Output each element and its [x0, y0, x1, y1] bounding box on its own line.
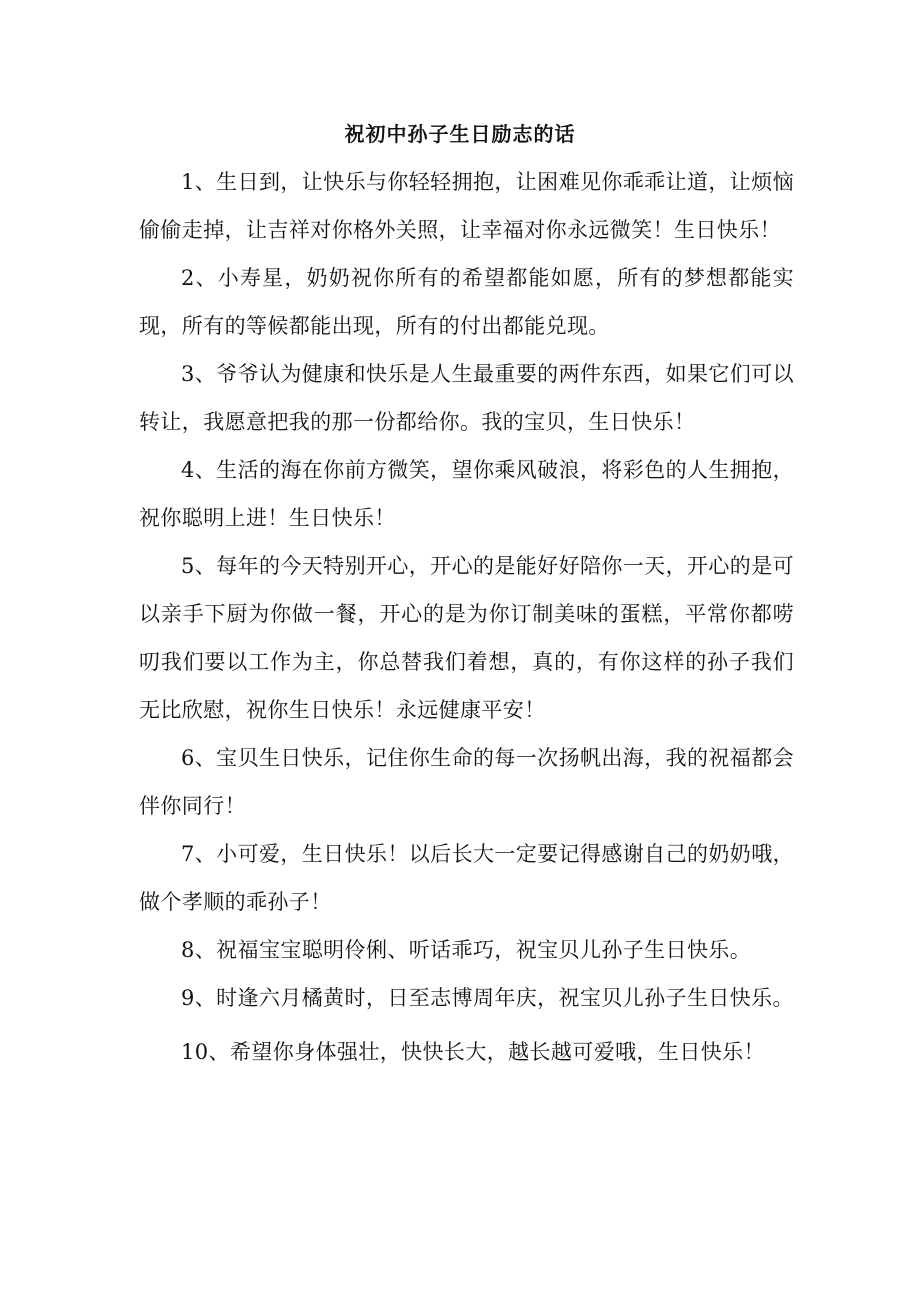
paragraph-9: 9、时逢六月橘黄时，日至志博周年庆，祝宝贝儿孙子生日快乐。 — [181, 986, 794, 1010]
paragraph-1: 1、生日到，让快乐与你轻轻拥抱，让困难见你乖乖让道，让烦恼偷偷走掉，让吉祥对你格外关照，让幸福对你永远微笑！生日快乐！ — [139, 170, 794, 242]
paragraph-6: 6、宝贝生日快乐，记住你生命的每一次扬帆出海，我的祝福都会伴你同行！ — [139, 746, 794, 818]
paragraph-10: 10、希望你身体强壮，快快长大，越长越可爱哦，生日快乐！ — [181, 1040, 765, 1064]
paragraph-7: 7、小可爱，生日快乐！以后长大一定要记得感谢自己的奶奶哦，做个孝顺的乖孙子！ — [139, 842, 794, 914]
paragraph-3: 3、爷爷认为健康和快乐是人生最重要的两件东西，如果它们可以转让，我愿意把我的那一份都给你。我的宝贝，生日快乐！ — [139, 362, 794, 434]
paragraph-4: 4、生活的海在你前方微笑，望你乘风破浪，将彩色的人生拥抱，祝你聪明上进！生日快乐！ — [139, 458, 794, 530]
paragraph-2: 2、小寿星，奶奶祝你所有的希望都能如愿，所有的梦想都能实现，所有的等候都能出现，所有的付出都能兑现。 — [139, 266, 794, 338]
paragraph-8: 8、祝福宝宝聪明伶俐、听话乖巧，祝宝贝儿孙子生日快乐。 — [181, 938, 752, 962]
paragraph-5: 5、每年的今天特别开心，开心的是能好好陪你一天，开心的是可以亲手下厨为你做一餐，开心的是为你订制美味的蛋糕，平常你都唠叨我们要以工作为主，你总替我们着想，真的，有你这样的孙子我们无比欣慰，祝你生日快乐！永远健康平安！ — [139, 554, 794, 722]
document-body — [139, 158, 794, 1076]
document-title: 祝初中孙子生日励志的话 — [344, 122, 576, 146]
